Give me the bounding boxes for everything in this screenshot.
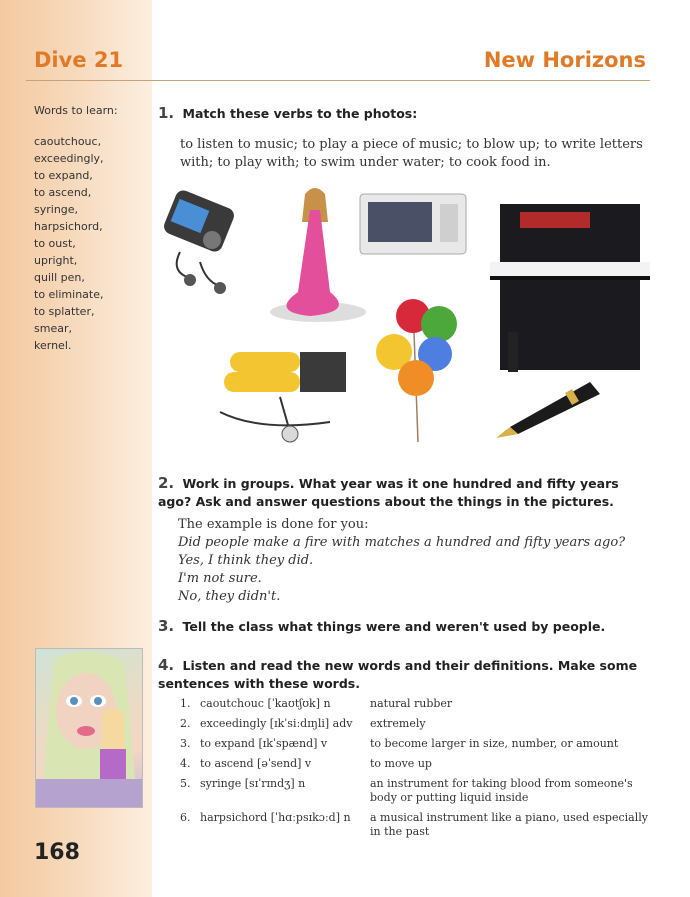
vocab-row bbox=[180, 737, 650, 751]
example-line: Yes, I think they did. bbox=[178, 553, 314, 568]
vocab-definition: extremely bbox=[370, 717, 426, 730]
vocab-number: 6. bbox=[180, 811, 191, 824]
task-2-example bbox=[178, 516, 652, 606]
word-item: to eliminate, bbox=[34, 288, 104, 301]
word-item: syringe, bbox=[34, 203, 79, 216]
task-1-verbs: to listen to music; to play a piece of music; to blow up; to write letters with; to play with; to swim under water; to cook food in. bbox=[180, 137, 643, 170]
vocab-number: 1. bbox=[180, 697, 191, 710]
barbie-doll-photo bbox=[270, 188, 366, 322]
vocab-number: 5. bbox=[180, 777, 191, 790]
words-title: Words to learn: bbox=[34, 104, 118, 117]
word-item: to splatter, bbox=[34, 305, 95, 318]
task-4-title: Listen and read the new words and their definitions. Make some sentences with these words. bbox=[158, 658, 638, 691]
task-2-title: Work in groups. What year was it one hundred and fifty years ago? Ask and answer questions about the things in the pictures. bbox=[158, 476, 619, 509]
task-1-number: 1. bbox=[158, 104, 175, 122]
word-item: quill pen, bbox=[34, 271, 85, 284]
vocab-term: exceedingly [ɪkˈsiːdɪŋli] adv bbox=[200, 717, 353, 730]
mp3-player-photo bbox=[162, 188, 237, 294]
unit-title: New Horizons bbox=[483, 48, 646, 72]
example-intro: The example is done for you: bbox=[178, 517, 369, 532]
dive-title: Dive 21 bbox=[34, 48, 124, 72]
vocab-term: syringe [sɪˈrɪndʒ] n bbox=[200, 777, 306, 790]
vocab-row bbox=[180, 717, 650, 731]
fountain-pen-photo bbox=[496, 382, 600, 438]
vocab-number: 4. bbox=[180, 757, 191, 770]
task-2-number: 2. bbox=[158, 474, 175, 492]
diving-tanks-photo bbox=[220, 352, 346, 442]
example-line: I'm not sure. bbox=[178, 571, 262, 586]
word-item: upright, bbox=[34, 254, 78, 267]
vocab-term: harpsichord [ˈhɑːpsɪkɔːd] n bbox=[200, 811, 351, 824]
word-item: smear, bbox=[34, 322, 72, 335]
task-4-heading bbox=[158, 656, 650, 693]
word-item: to expand, bbox=[34, 169, 93, 182]
vocab-row bbox=[180, 757, 650, 771]
vocab-definition: a musical instrument like a piano, used especially in the past bbox=[370, 811, 648, 838]
vocab-number: 3. bbox=[180, 737, 191, 750]
vocab-definition: to move up bbox=[370, 757, 432, 770]
vocab-row bbox=[180, 777, 650, 805]
piano-photo bbox=[490, 204, 650, 372]
word-item: to oust, bbox=[34, 237, 76, 250]
photo-collage bbox=[160, 182, 650, 452]
page-number: 168 bbox=[34, 840, 80, 865]
example-line: No, they didn't. bbox=[178, 589, 281, 604]
word-item: harpsichord, bbox=[34, 220, 103, 233]
vocab-definition: an instrument for taking blood from someone's body or putting liquid inside bbox=[370, 777, 633, 804]
task-1-title: Match these verbs to the photos: bbox=[182, 106, 418, 121]
vocab-definition: to become larger in size, number, or amount bbox=[370, 737, 619, 750]
task-1-heading bbox=[158, 104, 650, 123]
task-3-title: Tell the class what things were and weren't used by people. bbox=[182, 619, 606, 634]
vocabulary-list bbox=[180, 697, 650, 845]
vocab-term: to expand [ɪkˈspænd] v bbox=[200, 737, 328, 750]
task-3-heading bbox=[158, 617, 650, 636]
task-3-number: 3. bbox=[158, 617, 175, 635]
example-line: Did people make a fire with matches a hundred and fifty years ago? bbox=[178, 535, 626, 550]
vocab-row bbox=[180, 811, 650, 839]
doll-girl-photo bbox=[35, 648, 143, 808]
header-divider bbox=[26, 80, 650, 81]
balloons-photo bbox=[376, 299, 457, 442]
task-2-heading bbox=[158, 474, 650, 511]
vocab-row bbox=[180, 697, 650, 711]
words-to-learn bbox=[34, 102, 118, 354]
word-item: to ascend, bbox=[34, 186, 92, 199]
microwave-photo bbox=[360, 194, 466, 254]
word-item: caoutchouc, bbox=[34, 135, 102, 148]
vocab-term: to ascend [əˈsend] v bbox=[200, 757, 312, 770]
task-4-number: 4. bbox=[158, 656, 175, 674]
vocab-number: 2. bbox=[180, 717, 191, 730]
vocab-definition: natural rubber bbox=[370, 697, 453, 710]
word-item: kernel. bbox=[34, 339, 72, 352]
vocab-term: caoutchouc [ˈkaʊtʃʊk] n bbox=[200, 697, 331, 710]
word-item: exceedingly, bbox=[34, 152, 104, 165]
